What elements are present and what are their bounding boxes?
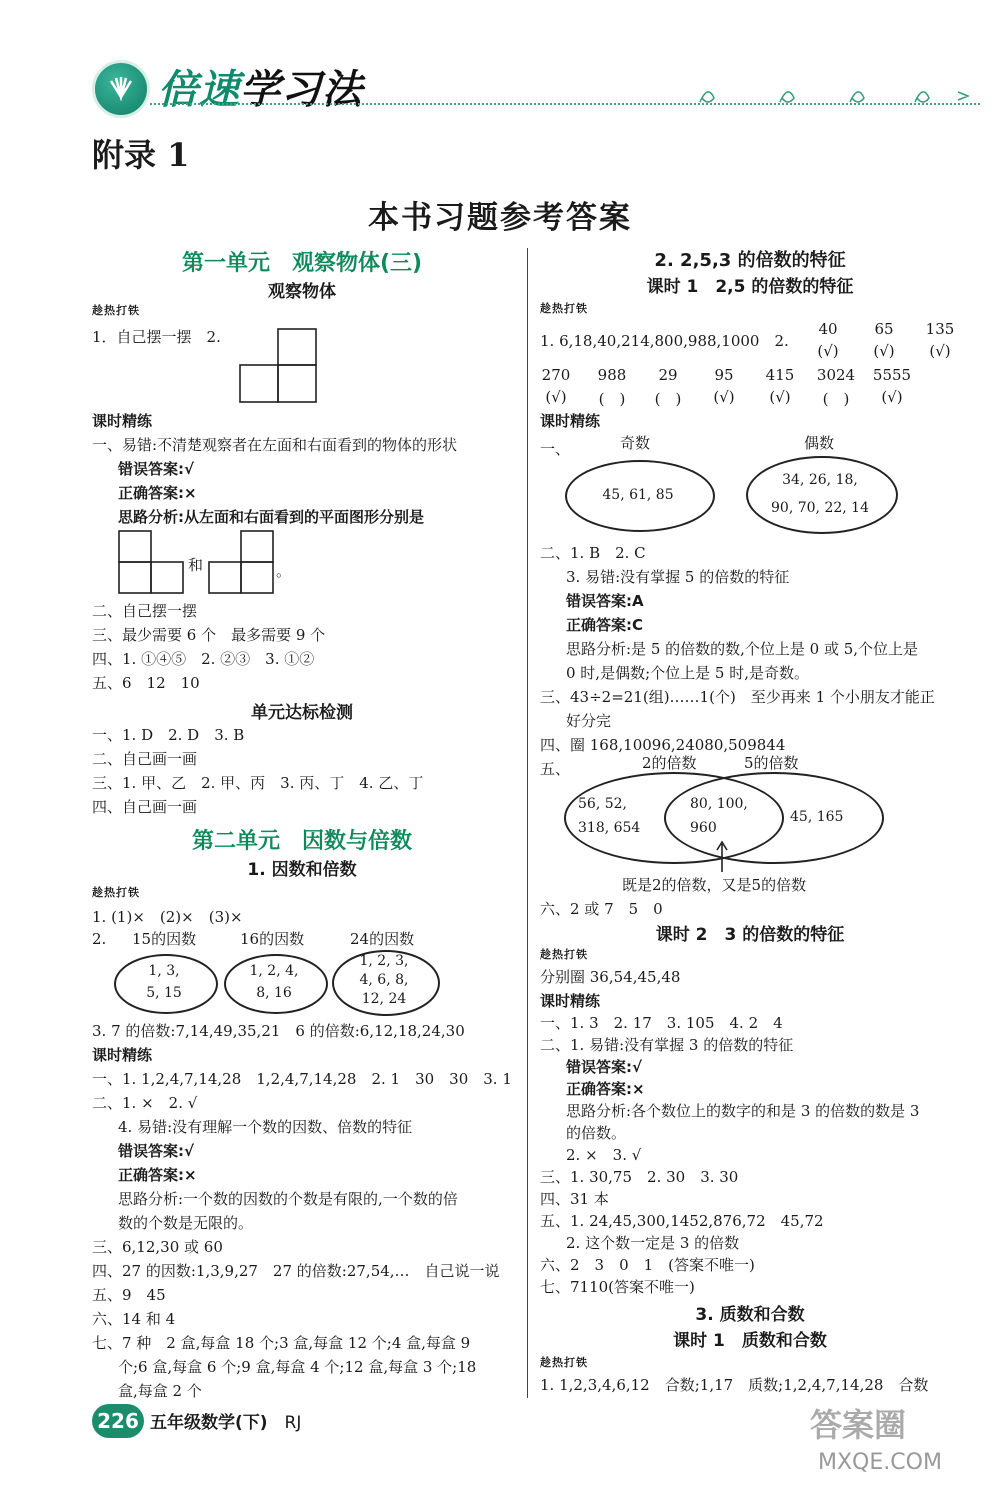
factors-16-label: 16的因数 xyxy=(240,930,305,948)
answer-line: 个;6 盒,每盒 6 个;9 盒,每盒 4 个;12 盒,每盒 3 个;18 xyxy=(118,1358,477,1376)
answer-line: 1. 6,18,40,214,800,988,1000 2. xyxy=(540,332,789,350)
answer-line: 七、7 种 2 盒,每盒 18 个;3 盒,每盒 12 个;4 盒,每盒 9 xyxy=(92,1334,471,1352)
unit1-subheading: 观察物体 xyxy=(268,282,336,302)
answer-line: 3. 7 的倍数:7,14,49,35,21 6 的倍数:6,12,18,24,30 xyxy=(92,1022,465,1040)
mult5-label: 5的倍数 xyxy=(744,754,799,772)
unit2-subheading: 1. 因数和倍数 xyxy=(247,860,357,880)
grid-number: 95 xyxy=(714,366,734,384)
even-label: 偶数 xyxy=(804,434,835,452)
answer-line: 五、 xyxy=(540,760,571,778)
section-heading: 2. 2,5,3 的倍数的特征 xyxy=(654,250,846,271)
practice-label: 课时精练 xyxy=(540,992,601,1010)
grid-number: 988 xyxy=(597,366,627,384)
arrow-up-icon xyxy=(716,840,728,872)
right-view-figure xyxy=(208,530,274,594)
mult2-label: 2的倍数 xyxy=(642,754,697,772)
answer-line: 正确答案:× xyxy=(118,484,197,502)
answer-line: 六、2 3 0 1 (答案不唯一) xyxy=(540,1256,755,1274)
grid-number: 270 xyxy=(541,366,571,384)
answer-line: 七、7110(答案不唯一) xyxy=(540,1278,695,1296)
unit1-heading: 第一单元 观察物体(三) xyxy=(181,251,423,276)
factor-values: 1, 3, 5, 15 xyxy=(146,963,182,1001)
answer-line: 五、6 12 10 xyxy=(92,674,200,692)
left-view-figure xyxy=(118,530,184,594)
grid-number: 3024 xyxy=(816,366,856,384)
answer-line: 一、易错:不清楚观察者在左面和右面看到的物体的形状 xyxy=(92,436,458,454)
answer-line: 二、1. 易错:没有掌握 3 的倍数的特征 xyxy=(540,1036,794,1054)
practice-label: 课时精练 xyxy=(540,412,601,430)
grid-number: 5555 xyxy=(872,366,912,384)
venn-values: 56, 52, 318, 654 xyxy=(578,796,641,836)
answer-line: 五、9 45 xyxy=(92,1286,166,1304)
answer-line: 四、1. ①④⑤ 2. ②③ 3. ①② xyxy=(92,650,315,668)
answer-line: 二、自己摆一摆 xyxy=(92,602,198,620)
cube-figure xyxy=(238,327,320,405)
venn-values: 80, 100, 960 xyxy=(690,796,748,836)
answer-line: 正确答案:× xyxy=(118,1166,197,1184)
grid-mark: ( ) xyxy=(654,390,682,408)
grid-number: 415 xyxy=(765,366,795,384)
answer-line: 0 时,是偶数;个位上是 5 时,是奇数。 xyxy=(566,664,809,682)
grid-mark: (√) xyxy=(713,388,735,406)
grid-mark: (√) xyxy=(769,388,791,406)
and-text: 和 xyxy=(188,556,204,574)
answer-line: 思路分析:是 5 的倍数的数,个位上是 0 或 5,个位上是 xyxy=(566,640,919,658)
answer-line: 3. 易错:没有掌握 5 的倍数的特征 xyxy=(566,568,790,586)
answer-line: 2. 这个数一定是 3 的倍数 xyxy=(566,1234,740,1252)
brand-title: 倍速学习法 xyxy=(158,67,363,113)
lesson-heading: 课时 2 3 的倍数的特征 xyxy=(655,925,845,945)
practice-label: 课时精练 xyxy=(92,412,153,430)
venn-caption: 既是2的倍数，又是5的倍数 xyxy=(622,876,807,894)
answer-line: 三、6,12,30 或 60 xyxy=(92,1238,223,1256)
answer-line: 三、最少需要 6 个 最多需要 9 个 xyxy=(92,626,326,644)
grid-mark: (√) xyxy=(873,342,895,360)
answer-line: 思路分析:一个数的因数的个数是有限的,一个数的倍 xyxy=(118,1190,458,1208)
lesson-heading: 课时 1 2,5 的倍数的特征 xyxy=(646,277,854,297)
grid-mark: (√) xyxy=(545,388,567,406)
answer-line: 一、1. 1,2,4,7,14,28 1,2,4,7,14,28 2. 1 30 30 3. 1 xyxy=(92,1070,512,1088)
grid-number: 29 xyxy=(658,366,678,384)
grid-mark: (√) xyxy=(881,388,903,406)
page-number: 226 xyxy=(92,1404,144,1438)
answer-line: 六、14 和 4 xyxy=(92,1310,176,1328)
grid-mark: (√) xyxy=(929,342,951,360)
grid-mark: ( ) xyxy=(598,390,626,408)
factor-values: 1, 2, 4, 8, 16 xyxy=(249,963,299,1001)
grid-number: 40 xyxy=(818,320,838,338)
answer-line: 四、31 本 xyxy=(540,1190,609,1208)
answer-line: 错误答案:√ xyxy=(118,1142,195,1160)
venn-values: 45, 165 xyxy=(790,809,844,825)
lesson-heading: 课时 1 质数和合数 xyxy=(673,1331,827,1351)
answer-line: 三、43÷2=21(组)……1(个) 至少再来 1 个小朋友才能正 xyxy=(540,688,935,706)
answer-line: 1. (1)× (2)× (3)× xyxy=(92,908,243,926)
answer-line: 好分完 xyxy=(566,712,612,730)
answer-line: 盒,每盒 2 个 xyxy=(118,1382,202,1400)
answer-line: 4. 易错:没有理解一个数的因数、倍数的特征 xyxy=(118,1118,413,1136)
answer-line: 六、2 或 7 5 0 xyxy=(540,900,663,918)
answer-line: 1．自己摆一摆 2. xyxy=(92,328,221,346)
column-divider xyxy=(527,248,528,1398)
answer-line: 五、1. 24,45,300,1452,876,72 45,72 xyxy=(540,1212,824,1230)
answer-line: 一、 xyxy=(540,440,571,458)
odd-values: 45, 61, 85 xyxy=(602,487,674,503)
answer-line: 四、27 的因数:1,3,9,27 27 的倍数:27,54,… 自己说一说 xyxy=(92,1262,500,1280)
answer-line: 数的个数是无限的。 xyxy=(118,1214,254,1232)
even-values: 34, 26, 18, 90, 70, 22, 14 xyxy=(771,472,869,516)
page-title: 本书习题参考答案 xyxy=(368,200,632,236)
answer-line: 错误答案:A xyxy=(566,592,644,610)
answer-line: 2. × 3. √ xyxy=(566,1146,642,1164)
factor-values: 1, 2, 3, 4, 6, 8, 12, 24 xyxy=(359,953,409,1007)
answer-line: 四、自己画一画 xyxy=(92,798,198,816)
practice-label: 课时精练 xyxy=(92,1046,153,1064)
answer-line: 1. 1,2,3,4,6,12 合数;1,17 质数;1,2,4,7,14,28 合数 xyxy=(540,1376,929,1394)
watermark-url: MXQE.COM xyxy=(818,1450,942,1475)
appendix-heading: 附录 1 xyxy=(92,136,190,174)
answer-line: 二、1. B 2. C xyxy=(540,544,646,562)
unit-test-heading: 单元达标检测 xyxy=(251,703,353,723)
answer-line: 错误答案:√ xyxy=(566,1058,643,1076)
answer-line: 思路分析:从左面和右面看到的平面图形分别是 xyxy=(118,508,425,526)
answer-line: 二、自己画一画 xyxy=(92,750,198,768)
warmup-label: 趁热打铁 xyxy=(540,1356,588,1369)
answer-line: 思路分析:各个数位上的数字的和是 3 的倍数的数是 3 xyxy=(566,1102,920,1120)
odd-label: 奇数 xyxy=(620,434,651,452)
answer-line: 三、1. 30,75 2. 30 3. 30 xyxy=(540,1168,739,1186)
period-text: 。 xyxy=(276,562,292,580)
watermark-logo: 答案圈 xyxy=(810,1406,907,1444)
answer-line: 正确答案:× xyxy=(566,1080,645,1098)
grid-mark: ( ) xyxy=(822,390,850,408)
answer-line: 一、1. D 2. D 3. B xyxy=(92,726,245,744)
answer-line: 三、1. 甲、乙 2. 甲、丙 3. 丙、丁 4. 乙、丁 xyxy=(92,774,424,792)
grid-number: 65 xyxy=(874,320,894,338)
section-heading: 3. 质数和合数 xyxy=(695,1305,805,1325)
factors-15-label: 15的因数 xyxy=(132,930,197,948)
answer-line: 的倍数。 xyxy=(566,1124,627,1142)
grid-mark: (√) xyxy=(817,342,839,360)
answer-line: 一、1. 3 2. 17 3. 105 4. 2 4 xyxy=(540,1014,783,1032)
warmup-label: 趁热打铁 xyxy=(92,304,140,317)
book-title: 五年级数学(下) RJ xyxy=(150,1413,302,1433)
warmup-label: 趁热打铁 xyxy=(92,886,140,899)
factors-24-label: 24的因数 xyxy=(350,930,415,948)
logo-icon xyxy=(92,60,150,118)
answer-line: 四、圈 168,10096,24080,509844 xyxy=(540,736,786,754)
answer-line: 正确答案:C xyxy=(566,616,644,634)
answer-line: 分别圈 36,54,45,48 xyxy=(540,968,681,986)
warmup-label: 趁热打铁 xyxy=(540,302,588,315)
answer-line: 2. xyxy=(92,930,107,948)
answer-line: 二、1. × 2. √ xyxy=(92,1094,198,1112)
unit2-heading: 第二单元 因数与倍数 xyxy=(191,829,412,854)
grid-number: 135 xyxy=(925,320,955,338)
answer-line: 错误答案:√ xyxy=(118,460,195,478)
warmup-label: 趁热打铁 xyxy=(540,948,588,961)
decor-swirl-icon xyxy=(690,82,980,108)
